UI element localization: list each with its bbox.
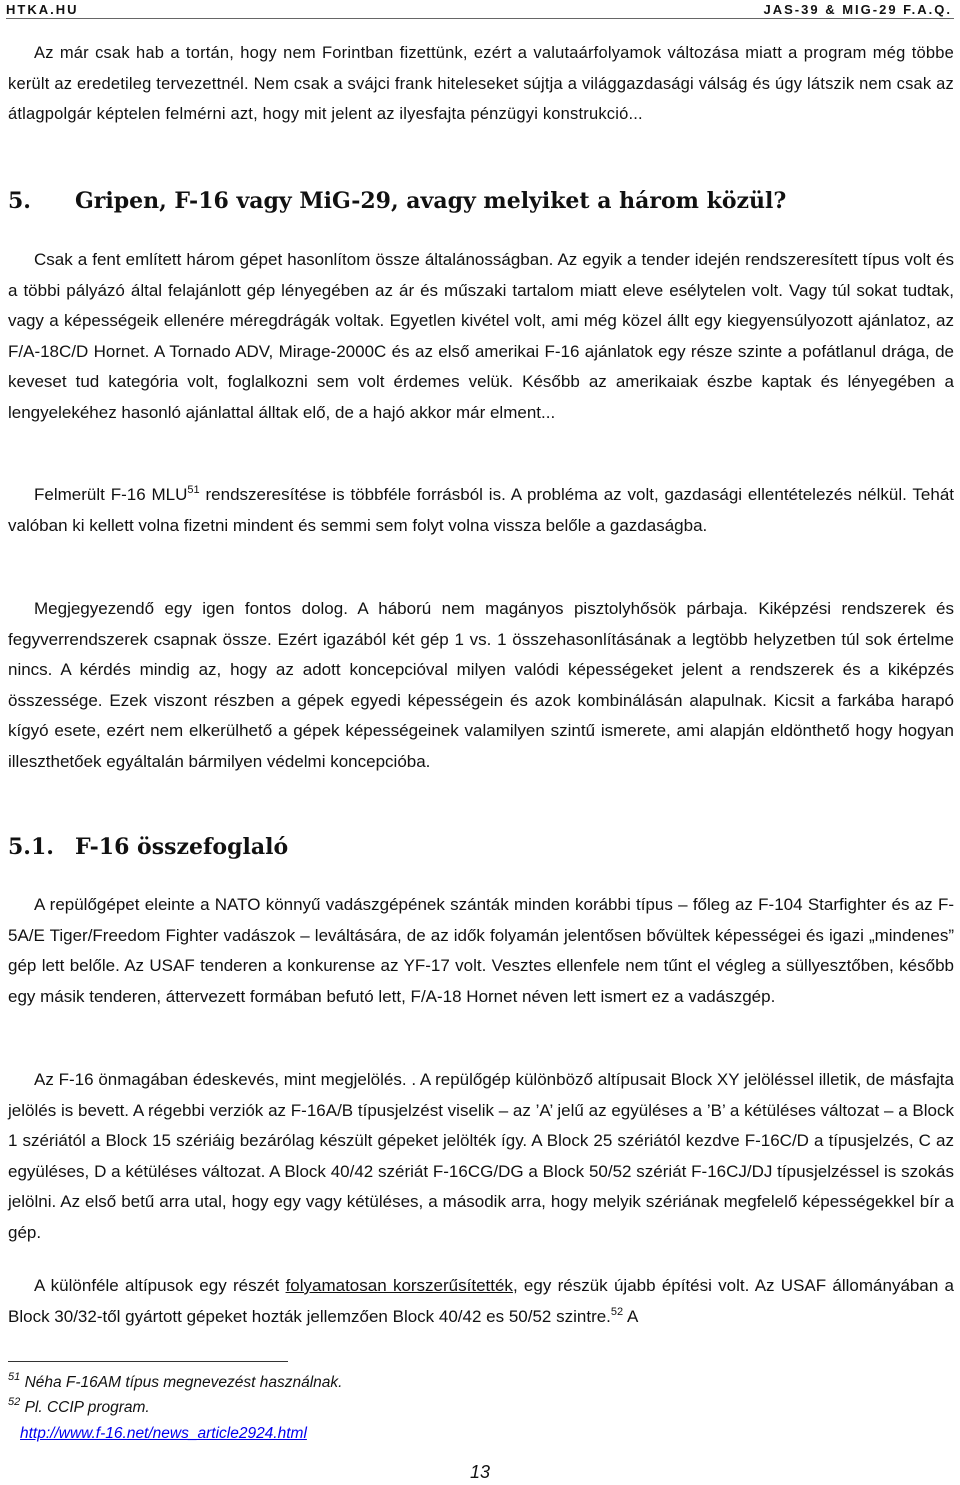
- section-5-1-heading: [8, 834, 288, 860]
- footnote-52-link[interactable]: http://www.f-16.net/news_article2924.html: [20, 1425, 307, 1442]
- site-name: HTKA.HU: [6, 2, 79, 17]
- intro-paragraph: Az már csak hab a tortán, hogy nem Forintban fizettünk, ezért a valutaárfolyamok változása miatt a program még többe került az eredetileg tervezettnél. Nem csak a svájci frank hiteleseket sújtja a világgazdasági válság és úgy látszik nem csak az átlagpolgár képtelen felmérni azt, hogy mit jelent az ilyesfajta pénzügyi konstrukció...: [8, 44, 954, 123]
- s5-paragraph-2: Felmerült F-16 MLU$^{51}$ rendszeresítése is többféle forrásból is. A probléma az volt, gazdasági ellentételezés nélkül. Tehát valóban ki kellett volna fizetni mindent és semmi sem folyt volna vissza belőle a gazdaságba.: [8, 484, 954, 535]
- footnote-divider: [8, 1361, 288, 1362]
- footnote-51: $^{51}$ Néha F-16AM típus megnevezést használnak.: [8, 1371, 343, 1391]
- page-number: 13: [469, 1462, 491, 1482]
- footnote-ref-52: 52: [610, 1305, 624, 1318]
- s51-paragraph-2: Az F-16 önmagában édeskevés, mint megjelölés. . A repülőgép különböző altípusait Block XY jelöléssel illetik, de másfajta jelölés is bevett. A régebbi verziók az F-16A/B típusjelzést viselik – az ’A’ jelű az együléses a ’B’ a kétüléses változat – a Block 1 szériától a Block 15 szériáig bezárólag készült gépeket jelölték így. A Block 25 szériától kezdve F-16C/D a típusjelzés, C az együléses, D a kétüléses változat. A Block 40/42 szériát F-16CG/DG a Block 50/52 szériát F-16CJ/DJ típusjelzéssel is szokás jelölni. Az első betű arra utal, hogy egy vagy kétüléses, a második arra, hogy melyik szériának megfelelő képességekkel bír a gép.: [8, 1070, 954, 1242]
- s5-paragraph-1: Csak a fent említett három gépet hasonlítom össze általánosságban. Az egyik a tender idején rendszeresített típus volt és a többi pályázó által felajánlott gép lényegében az ár és műszaki tartalom miatt eleve esélytelen volt. Vagy túl sokat tudtak, vagy a képességeik ellenére méregdrágák voltak. Egyetlen kivétel volt, ami még közel állt egy kiegyensúlyozott ajánlatoz, az F/A-18C/D Hornet. A Tornado ADV, Mirage-2000C és az első amerikai F-16 ajánlatok egy része szinte a pofátlanul drága, de keveset tud kategória volt, foglalkozni sem volt érdemes velük. Később az amerikaiak észbe kaptak és lényegében a lengyelekéhez hasonló ajánlattal álltak elő, de a hajó akkor már elment...: [8, 250, 954, 422]
- s51-paragraph-1: A repülőgépet eleinte a NATO könnyű vadászgépének szánták minden korábbi típus – főleg az F-104 Starfighter és az F-5A/E Tiger/Freedom Fighter vadászok – leváltására, de az idők folyamán jelentősen bővültek képességei és igazi „mindenes” gép lett belőle. Az USAF tenderen a konkurense az YF-17 volt. Vesztes ellenfele nem tűnt el végleg a süllyesztőben, később egy másik tenderen, áttervezett formában befutó lett, F/A-18 Hornet néven lett ismert ez a vadászgép.: [8, 895, 954, 1006]
- section-title: Gripen, F-16 vagy MiG-29, avagy melyiket a három közül?: [75, 188, 787, 214]
- page-header: [0, 0, 960, 20]
- footnote-ref-51: 51: [187, 484, 200, 496]
- s51-paragraph-3: A különféle altípusok egy részét folyamatosan korszerűsítették, egy részük újabb építési volt. Az USAF állományában a Block 30/32-től gyártott gépeket hozták jellemzően Block 40/42 es 50/52 szintre.$^{52}$ A: [8, 1276, 954, 1326]
- underlined-text: folyamatosan korszerűsítették: [285, 1276, 513, 1295]
- section-5-heading: [8, 188, 786, 214]
- header-divider: [6, 18, 954, 19]
- document-title: JAS-39 & MIG-29 F.A.Q.: [763, 2, 952, 17]
- s5-paragraph-3: Megjegyezendő egy igen fontos dolog. A háború nem magányos pisztolyhősök párbaja. Kiképzési rendszerek és fegyverrendszerek csapnak össze. Ezért igazából két gép 1 vs. 1 összehasonlításának a legtöbb helyzetben túl sok értelme nincs. A kérdés mindig az, hogy az adott koncepcióval milyen valódi képességeket jelent a rendszerek és a kiképzés összessége. Ezek viszont részben a gépek egyedi képességein és azok kombinálásán alapulnak. Kicsit a farkába harapó kígyó esete, ezért nem elkerülhető a gépek képességeinek valamilyen szintű ismerete, ami alapján eldönthető hogy hogyan illeszthetőek egyáltalán bármilyen védelmi koncepcióba.: [8, 599, 954, 771]
- footnote-52: $^{52}$ Pl. CCIP program.: [8, 1396, 150, 1416]
- section-number: 5.1.: [8, 834, 54, 860]
- section-title: F-16 összefoglaló: [75, 834, 289, 860]
- section-number: 5.: [8, 188, 31, 214]
